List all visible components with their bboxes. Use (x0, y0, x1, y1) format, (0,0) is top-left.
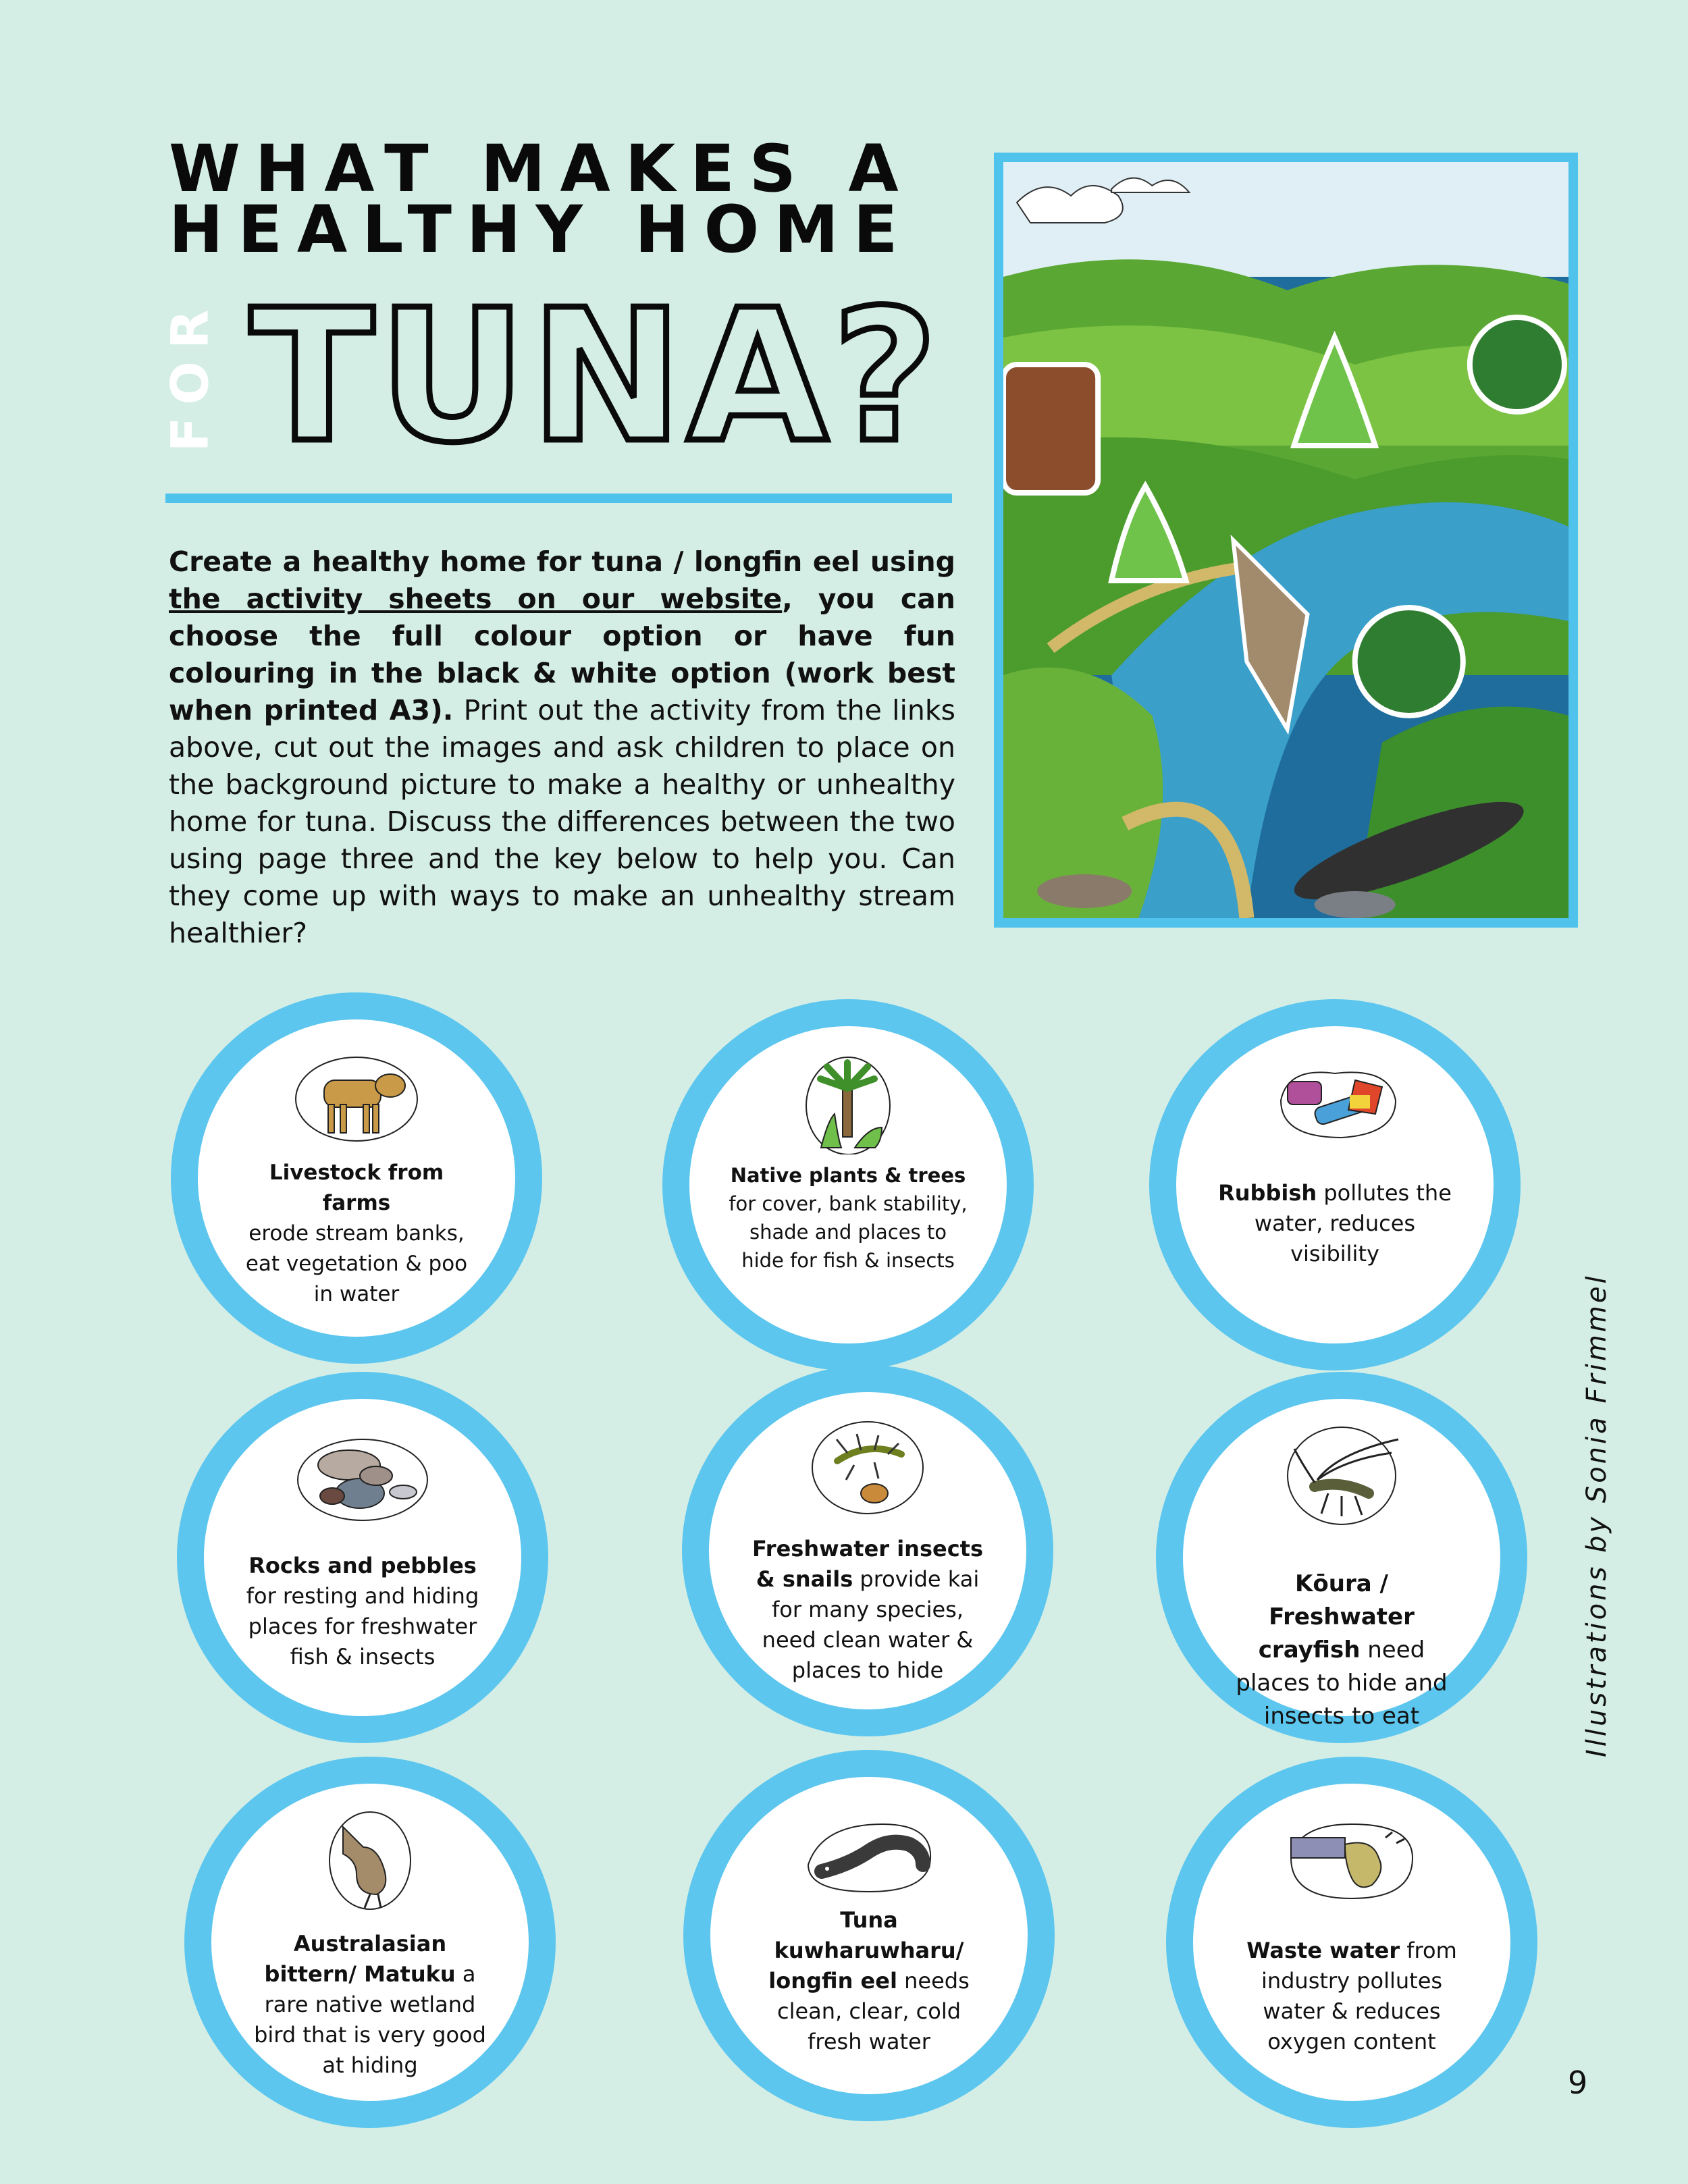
intro-body: Print out the activity from the links above, cut out the images and ask children to place on the background picture to make a healthy or unhealthy home for tuna. Discuss the differences between the two using page three and the key below to help you. Can they come up with ways to make an unhealthy stream healthier? (169, 694, 956, 949)
heading-line-2: HEALTHY HOME (169, 192, 913, 267)
key-caption: Australasian bittern/ Matuku a rare native wetland bird that is very good at hiding (254, 1931, 486, 2078)
intro-paragraph (169, 543, 955, 952)
key-caption: Livestock from farms erode stream banks, eat vegetation & poo in water (245, 1161, 468, 1306)
key-bittern (184, 1757, 556, 2128)
key-caption: Native plants & trees for cover, bank stability, shade and places to hide for fish & insects (729, 1164, 968, 1272)
activity-photo (994, 153, 1578, 928)
key-crayfish (1156, 1372, 1527, 1743)
intro-bold-start: Create a healthy home for tuna / longfin eel using (169, 545, 955, 578)
eel-icon (801, 1804, 937, 1905)
page-number: 9 (1568, 2065, 1588, 2101)
key-native-plants (662, 999, 1034, 1370)
page-heading (169, 131, 914, 267)
key-caption: Tuna kuwharuwharu/ longfin eel needs clean, clear, cold fresh water (768, 1907, 970, 2054)
intro-bold-end: , you can choose the full colour option or have fun colouring in the black & white option (work best when printed A3). (169, 583, 955, 726)
key-caption: Kōura / Freshwater crayfish need places to hide and insects to eat (1236, 1570, 1448, 1730)
key-insects (682, 1365, 1053, 1736)
bittern-icon (302, 1811, 438, 1912)
rubbish-icon (1267, 1053, 1402, 1154)
key-rocks (177, 1372, 548, 1743)
key-rubbish (1149, 999, 1521, 1370)
insects-icon (800, 1419, 935, 1520)
rocks-icon (295, 1426, 430, 1527)
key-livestock (171, 992, 542, 1364)
activity-sheets-link[interactable]: the activity sheets on our website (169, 583, 783, 615)
illustration-credit: Illustrations by Sonia Frimmel (1581, 1273, 1612, 1757)
crayfish-icon (1274, 1426, 1409, 1527)
waste-pipe-icon (1284, 1811, 1419, 1912)
key-caption: Freshwater insects & snails provide kai for many species, need clean water & places to hide (751, 1536, 983, 1683)
heading-tuna: TUNA? (250, 270, 942, 483)
key-caption: Rubbish pollutes the water, reduces visibility (1218, 1180, 1452, 1267)
heading-line-1: WHAT MAKES A (169, 131, 914, 207)
key-caption: Rocks and pebbles for resting and hiding places for freshwater fish & insects (246, 1553, 479, 1670)
key-eel (683, 1750, 1055, 2121)
heading-divider (165, 494, 952, 503)
native-plants-icon (781, 1053, 916, 1154)
key-waste-water (1166, 1757, 1537, 2128)
calf-icon (289, 1046, 424, 1148)
key-caption: Waste water from industry pollutes water & reduces oxygen content (1246, 1938, 1457, 2054)
heading-for: FOR (159, 297, 220, 452)
stream-scene-image (1003, 162, 1568, 918)
